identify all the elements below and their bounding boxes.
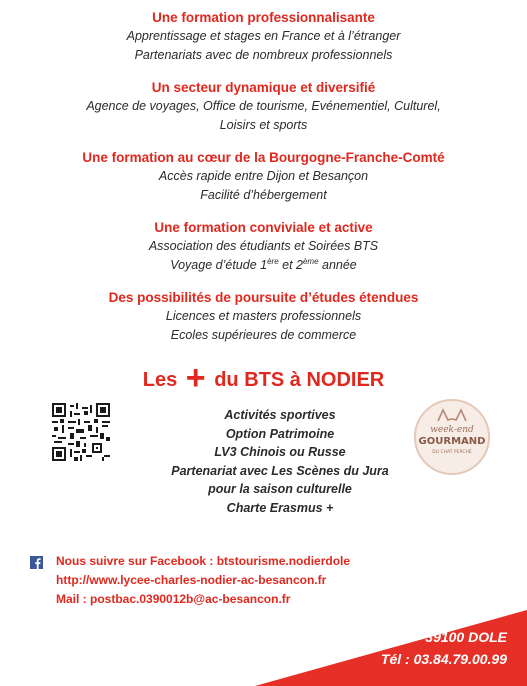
section-line: Loisirs et sports <box>219 117 308 132</box>
street-address: 6 Grande Rue – 39100 DOLE <box>318 629 507 645</box>
section-line: Partenariats avec de nombreux professionnels <box>134 47 393 62</box>
plus-icon: + <box>185 359 206 397</box>
activity-item: Partenariat avec Les Scènes du Jura <box>171 463 389 478</box>
section-heading: Une formation au cœur de la Bourgogne-Franche-Comté <box>82 150 445 165</box>
svg-text:GOURMAND: GOURMAND <box>418 436 486 447</box>
activity-item: pour la saison culturelle <box>208 482 352 496</box>
svg-text:week-end: week-end <box>430 425 474 435</box>
svg-text:DU CHAT PERCHÉ: DU CHAT PERCHÉ <box>432 450 472 455</box>
section-line: Accès rapide entre Dijon et Besançon <box>158 169 369 183</box>
activity-item: Activités sportives <box>224 408 336 422</box>
facebook-link[interactable]: Nous suivre sur Facebook : btstourisme.nodierdole <box>56 554 351 568</box>
section-line: Association des étudiants et Soirées BTS <box>148 239 379 253</box>
plus-title: Les + du BTS à NODIER <box>142 359 385 397</box>
section-heading: Une formation professionnalisante <box>152 10 375 25</box>
address-block <box>319 626 507 670</box>
activity-item: Option Patrimoine <box>225 426 335 441</box>
section-heading: Un secteur dynamique et diversifié <box>151 80 376 95</box>
phone-number: Tél : 03.84.79.00.99 <box>380 651 507 667</box>
section-line: Facilité d’hébergement <box>200 187 327 202</box>
voyage-line: Voyage d’étude 1ère et 2ème année <box>170 256 357 272</box>
section-line: Ecoles supérieures de commerce <box>170 327 357 342</box>
section-heading: Une formation conviviale et active <box>154 220 373 235</box>
mail-link[interactable]: Mail : postbac.0390012b@ac-besancon.fr <box>56 592 291 606</box>
section-heading: Des possibilités de poursuite d’études étendues <box>108 290 419 305</box>
section-line: Apprentissage et stages en France et à l’étranger <box>126 29 401 43</box>
section-line: Licences et masters professionnels <box>165 309 362 323</box>
activity-item: Charte Erasmus + <box>226 500 334 515</box>
section-line: Agence de voyages, Office de tourisme, Evénementiel, Culturel, <box>86 99 441 113</box>
website-link[interactable]: http://www.lycee-charles-nodier-ac-besancon.fr <box>56 573 327 587</box>
activity-item: LV3 Chinois ou Russe <box>214 445 346 459</box>
